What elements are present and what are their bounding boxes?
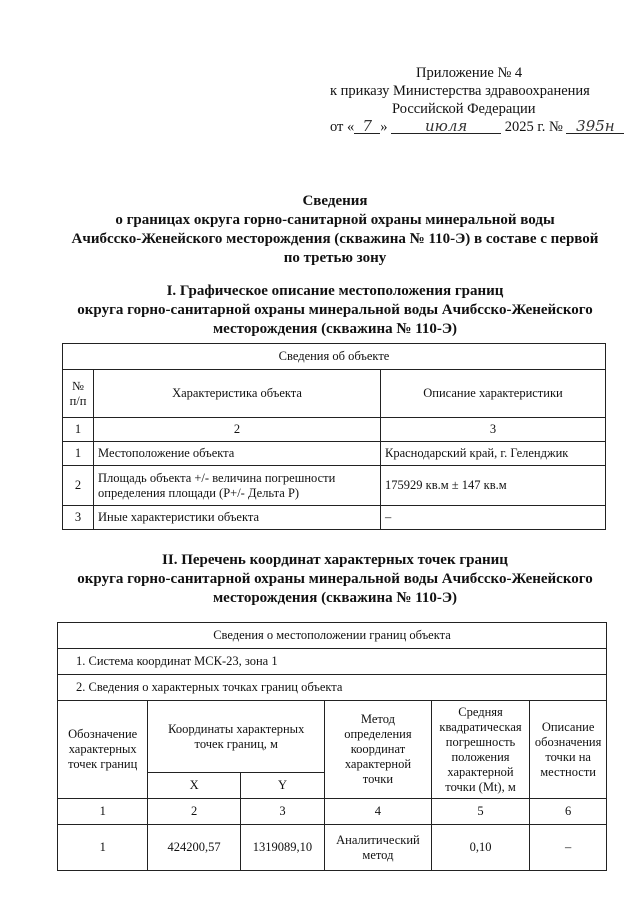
table1-cell: 3 — [63, 506, 94, 530]
table2-cell: – — [530, 825, 607, 871]
section2-title — [50, 551, 620, 608]
section1-title-line: округа горно-санитарной охраны минеральной воды Ачибсско-Женейского — [77, 302, 593, 318]
section2-title-line: II. Перечень координат характерных точек границ — [162, 552, 508, 568]
table2-cell: 1319089,10 — [240, 825, 324, 871]
table1-cell: Площадь объекта +/- величина погрешности определения площади (P+/- Дельта P) — [94, 466, 381, 506]
year-text: 2025 г. № — [504, 119, 563, 135]
table2-header-method: Метод определения координат характерной точки — [325, 701, 432, 799]
table2-header-error: Средняя квадратическая погрешность положения характерной точки (Mt), м — [431, 701, 530, 799]
date-prefix: от « — [330, 119, 355, 135]
table-row — [63, 442, 606, 466]
section1-title — [50, 282, 620, 339]
date-mid: » — [380, 119, 388, 135]
table1-index-cell: 3 — [381, 418, 606, 442]
main-title-line: Ачибсско-Женейского месторождения (скважина № 110-Э) в составе с первой — [71, 231, 599, 247]
table2-header-coords: Координаты характерных точек границ, м — [148, 701, 325, 773]
table1-index-cell: 1 — [63, 418, 94, 442]
main-title-line: о границах округа горно-санитарной охраны минеральной воды — [115, 212, 555, 228]
table2-index-cell: 1 — [58, 799, 148, 825]
table1-cell: Местоположение объекта — [94, 442, 381, 466]
table1-cell: Иные характеристики объекта — [94, 506, 381, 530]
appendix-order-line: к приказу Министерства здравоохранения — [330, 83, 590, 99]
appendix-date-line — [330, 118, 630, 136]
appendix-number: Приложение № 4 — [416, 65, 523, 81]
handwritten-month: июля — [391, 119, 501, 134]
object-info-table — [62, 343, 606, 530]
table2-cell: 1 — [58, 825, 148, 871]
table2-index-cell: 5 — [431, 799, 530, 825]
section1-title-line: месторождения (скважина № 110-Э) — [212, 321, 458, 337]
appendix-header — [330, 64, 630, 136]
table-row — [63, 506, 606, 530]
table2-points-info: 2. Сведения о характерных точках границ объекта — [58, 675, 607, 701]
section1-title-line: I. Графическое описание местоположения границ — [166, 283, 504, 299]
table1-header-description: Описание характеристики — [381, 370, 606, 418]
table1-caption: Сведения об объекте — [63, 344, 606, 370]
table1-cell: 2 — [63, 466, 94, 506]
table2-index-cell: 6 — [530, 799, 607, 825]
main-title-line: Сведения — [302, 193, 368, 209]
table2-header-y: Y — [240, 773, 324, 799]
section2-title-line: месторождения (скважина № 110-Э) — [212, 590, 458, 606]
coordinates-table — [57, 622, 607, 871]
table-row — [63, 466, 606, 506]
table2-caption: Сведения о местоположении границ объекта — [58, 623, 607, 649]
main-title-line: по третью зону — [283, 250, 387, 266]
main-title — [50, 192, 620, 268]
table2-coord-system: 1. Система координат МСК-23, зона 1 — [58, 649, 607, 675]
table2-index-cell: 2 — [148, 799, 240, 825]
section2-title-line: округа горно-санитарной охраны минеральной воды Ачибсско-Женейского — [77, 571, 593, 587]
table-row — [58, 825, 607, 871]
table2-cell: 0,10 — [431, 825, 530, 871]
handwritten-day: 7 — [354, 119, 380, 134]
table2-header-point: Обозначение характерных точек границ — [58, 701, 148, 799]
table1-cell: – — [381, 506, 606, 530]
handwritten-order-number: 395н — [566, 119, 624, 134]
table1-cell: 175929 кв.м ± 147 кв.м — [381, 466, 606, 506]
table2-cell: Аналитический метод — [325, 825, 432, 871]
table1-cell: 1 — [63, 442, 94, 466]
table2-index-cell: 4 — [325, 799, 432, 825]
table1-index-cell: 2 — [94, 418, 381, 442]
appendix-country-line: Российской Федерации — [392, 101, 536, 117]
table1-header-characteristic: Характеристика объекта — [94, 370, 381, 418]
table2-header-x: X — [148, 773, 240, 799]
table2-index-cell: 3 — [240, 799, 324, 825]
table2-header-description: Описание обозначения точки на местности — [530, 701, 607, 799]
table2-cell: 424200,57 — [148, 825, 240, 871]
table1-header-num: № п/п — [63, 370, 94, 418]
table1-cell: Краснодарский край, г. Геленджик — [381, 442, 606, 466]
